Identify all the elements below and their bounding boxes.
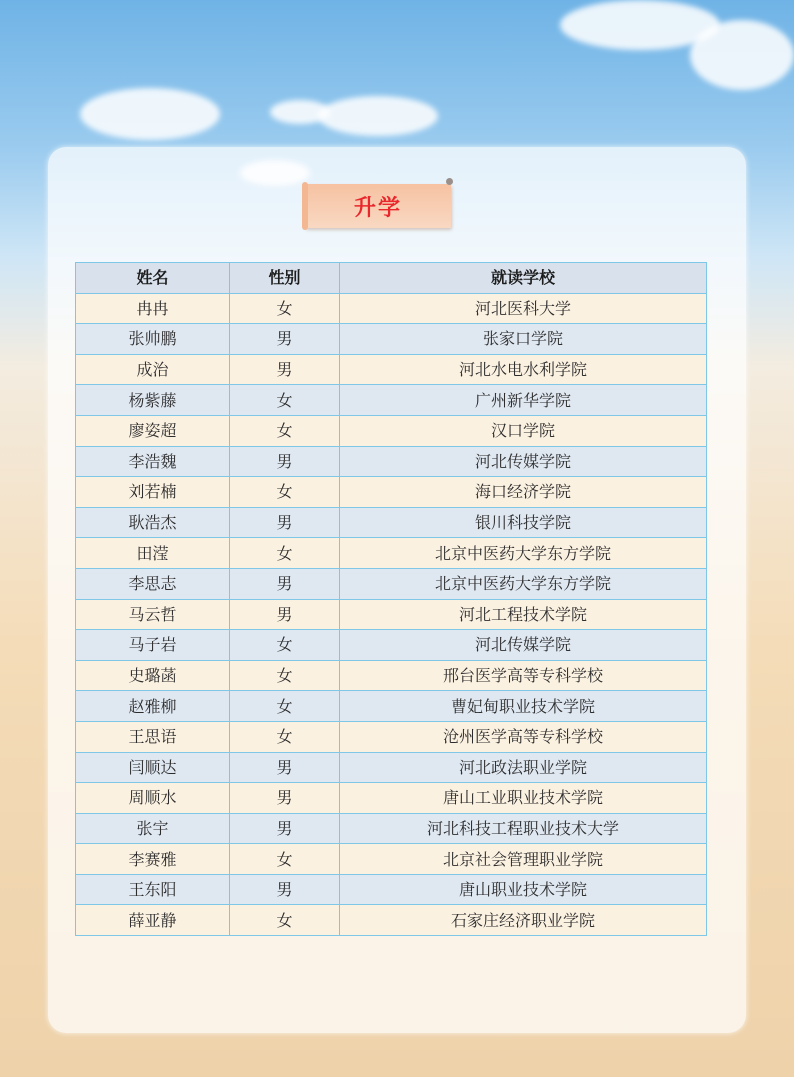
table-row [76,385,707,416]
table-header-row [76,263,707,294]
table-row [76,538,707,569]
cell-name: 李思志 [76,568,230,599]
cell-name: 成治 [76,354,230,385]
cell-name: 闫顺达 [76,752,230,783]
table-row [76,844,707,875]
cell-gender: 男 [230,354,340,385]
cell-gender: 女 [230,385,340,416]
cell-school: 北京中医药大学东方学院 [340,538,707,569]
cell-name: 廖姿超 [76,415,230,446]
cell-name: 冉冉 [76,293,230,324]
table-row [76,293,707,324]
cell-school: 北京社会管理职业学院 [340,844,707,875]
cell-gender: 女 [230,415,340,446]
cell-gender: 男 [230,446,340,477]
cell-school: 河北医科大学 [340,293,707,324]
cell-name: 刘若楠 [76,477,230,508]
cell-school: 曹妃甸职业技术学院 [340,691,707,722]
table-row [76,477,707,508]
table-row [76,599,707,630]
cell-name: 周顺水 [76,783,230,814]
cell-name: 耿浩杰 [76,507,230,538]
table-row [76,630,707,661]
table-row [76,446,707,477]
cell-name: 史璐菡 [76,660,230,691]
column-header-name: 姓名 [76,263,230,294]
section-banner [305,184,451,228]
cell-name: 李赛雅 [76,844,230,875]
cell-school: 邢台医学高等专科学校 [340,660,707,691]
column-header-gender: 性别 [230,263,340,294]
cell-gender: 男 [230,324,340,355]
table-row [76,752,707,783]
cell-gender: 男 [230,874,340,905]
cell-school: 广州新华学院 [340,385,707,416]
cell-gender: 女 [230,905,340,936]
cell-school: 沧州医学高等专科学校 [340,721,707,752]
cell-name: 赵雅柳 [76,691,230,722]
table-row [76,721,707,752]
cell-gender: 男 [230,783,340,814]
cell-gender: 女 [230,721,340,752]
cell-school: 银川科技学院 [340,507,707,538]
cell-school: 河北工程技术学院 [340,599,707,630]
table-row [76,874,707,905]
page-title: 升学 [353,195,402,221]
cell-school: 河北水电水利学院 [340,354,707,385]
cell-school: 河北政法职业学院 [340,752,707,783]
cell-gender: 男 [230,568,340,599]
pin-icon [446,178,453,185]
cloud-decoration [690,20,794,90]
cell-school: 河北科技工程职业技术大学 [340,813,707,844]
table-row [76,783,707,814]
table-row [76,660,707,691]
cell-gender: 女 [230,660,340,691]
cell-gender: 女 [230,691,340,722]
cell-name: 马子岩 [76,630,230,661]
cloud-decoration [318,96,438,136]
cell-gender: 男 [230,599,340,630]
cell-gender: 女 [230,630,340,661]
cloud-decoration [80,88,220,140]
cell-name: 李浩魏 [76,446,230,477]
cell-name: 张帅鹏 [76,324,230,355]
cell-school: 河北传媒学院 [340,446,707,477]
cell-gender: 女 [230,538,340,569]
cell-name: 王东阳 [76,874,230,905]
cell-name: 薛亚静 [76,905,230,936]
cell-school: 汉口学院 [340,415,707,446]
column-header-school: 就读学校 [340,263,707,294]
cell-name: 王思语 [76,721,230,752]
cell-school: 张家口学院 [340,324,707,355]
table-row [76,354,707,385]
cell-name: 杨紫藤 [76,385,230,416]
cell-gender: 女 [230,477,340,508]
table-row [76,568,707,599]
cell-school: 北京中医药大学东方学院 [340,568,707,599]
table-row [76,507,707,538]
table-row [76,905,707,936]
cell-name: 田滢 [76,538,230,569]
cell-school: 海口经济学院 [340,477,707,508]
cell-school: 河北传媒学院 [340,630,707,661]
cell-gender: 女 [230,293,340,324]
cell-school: 唐山工业职业技术学院 [340,783,707,814]
table-row [76,813,707,844]
cell-school: 石家庄经济职业学院 [340,905,707,936]
cell-school: 唐山职业技术学院 [340,874,707,905]
cell-gender: 男 [230,813,340,844]
table-row [76,691,707,722]
cell-name: 张宇 [76,813,230,844]
cell-gender: 女 [230,844,340,875]
cell-gender: 男 [230,752,340,783]
cell-gender: 男 [230,507,340,538]
table-row [76,415,707,446]
table-row [76,324,707,355]
students-table [75,262,707,936]
cell-name: 马云哲 [76,599,230,630]
